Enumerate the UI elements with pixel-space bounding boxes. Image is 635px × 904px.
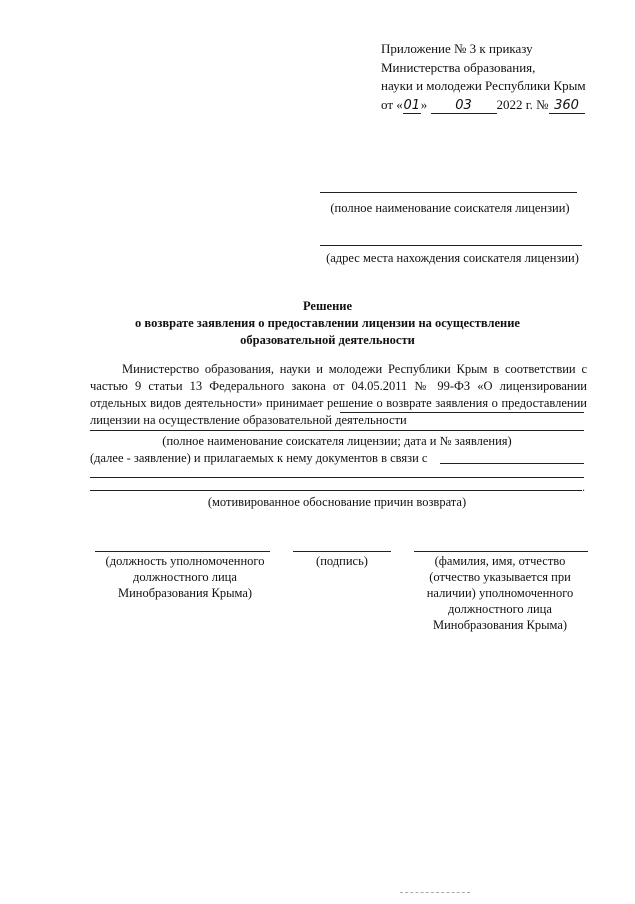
date-year: 2022 г. № [496,96,549,112]
reason-period: . [582,480,585,494]
date-month: 03 [431,99,497,114]
scan-mark [400,892,470,893]
signature-caption: (подпись) [316,554,368,568]
applicant-date-caption: (полное наименование соискателя лицензии; дата и № заявления) [162,434,512,448]
header-line-2: Министерства образования, [381,59,536,75]
applicant-name-caption: (полное наименование соискателя лицензии) [330,201,570,215]
applicant-name-line [320,192,577,193]
body-paragraph: Министерство образования, науки и молодежи Республики Крым в соответствии с частью 9 статьи 13 Федерального закона от 04.05.2011 № 99-ФЗ «О лицензировании отдельных видов деятельности» принимает решение о возврате заявления о предоставлении лицензии на осуществление образовательной деятельности [90,362,587,427]
reason-fill-line-3 [90,490,582,491]
reason-fill-line-1 [440,463,584,464]
fullname-caption: (фамилия, имя, отчество (отчество указывается при наличии) уполномоченного должностного лица Минобразования Крыма) [426,554,574,632]
header-block [381,40,621,114]
header-date-line [381,96,621,115]
applicant-fill-line-2 [90,430,584,431]
fullname-line [414,551,588,552]
title-line-3: образовательной деятельности [240,333,415,347]
date-prefix: от « [381,96,403,112]
reason-caption: (мотивированное обоснование причин возврата) [207,495,467,509]
order-number: 360 [549,99,585,114]
document-title [60,298,595,349]
applicant-address-caption: (адрес места нахождения соискателя лицензии) [326,251,579,265]
reason-fill-line-2 [90,477,584,478]
date-day-suffix: » [420,96,428,112]
signature-line [293,551,391,552]
header-line-3: науки и молодежи Республики Крым [381,78,586,93]
title-line-2: о возврате заявления о предоставлении лицензии на осуществление [135,316,520,330]
applicant-fill-line-1 [340,412,584,413]
title-line-1: Решение [302,299,353,313]
continuation-text: (далее - заявление) и прилагаемых к нему документов в связи с [90,451,428,465]
header-line-1: Приложение № 3 к приказу [381,41,533,56]
position-line [95,551,270,552]
position-caption: (должность уполномоченного должностного лица Минобразования Крыма) [105,554,265,600]
date-day: 01 [403,97,421,113]
applicant-address-line [320,245,582,246]
